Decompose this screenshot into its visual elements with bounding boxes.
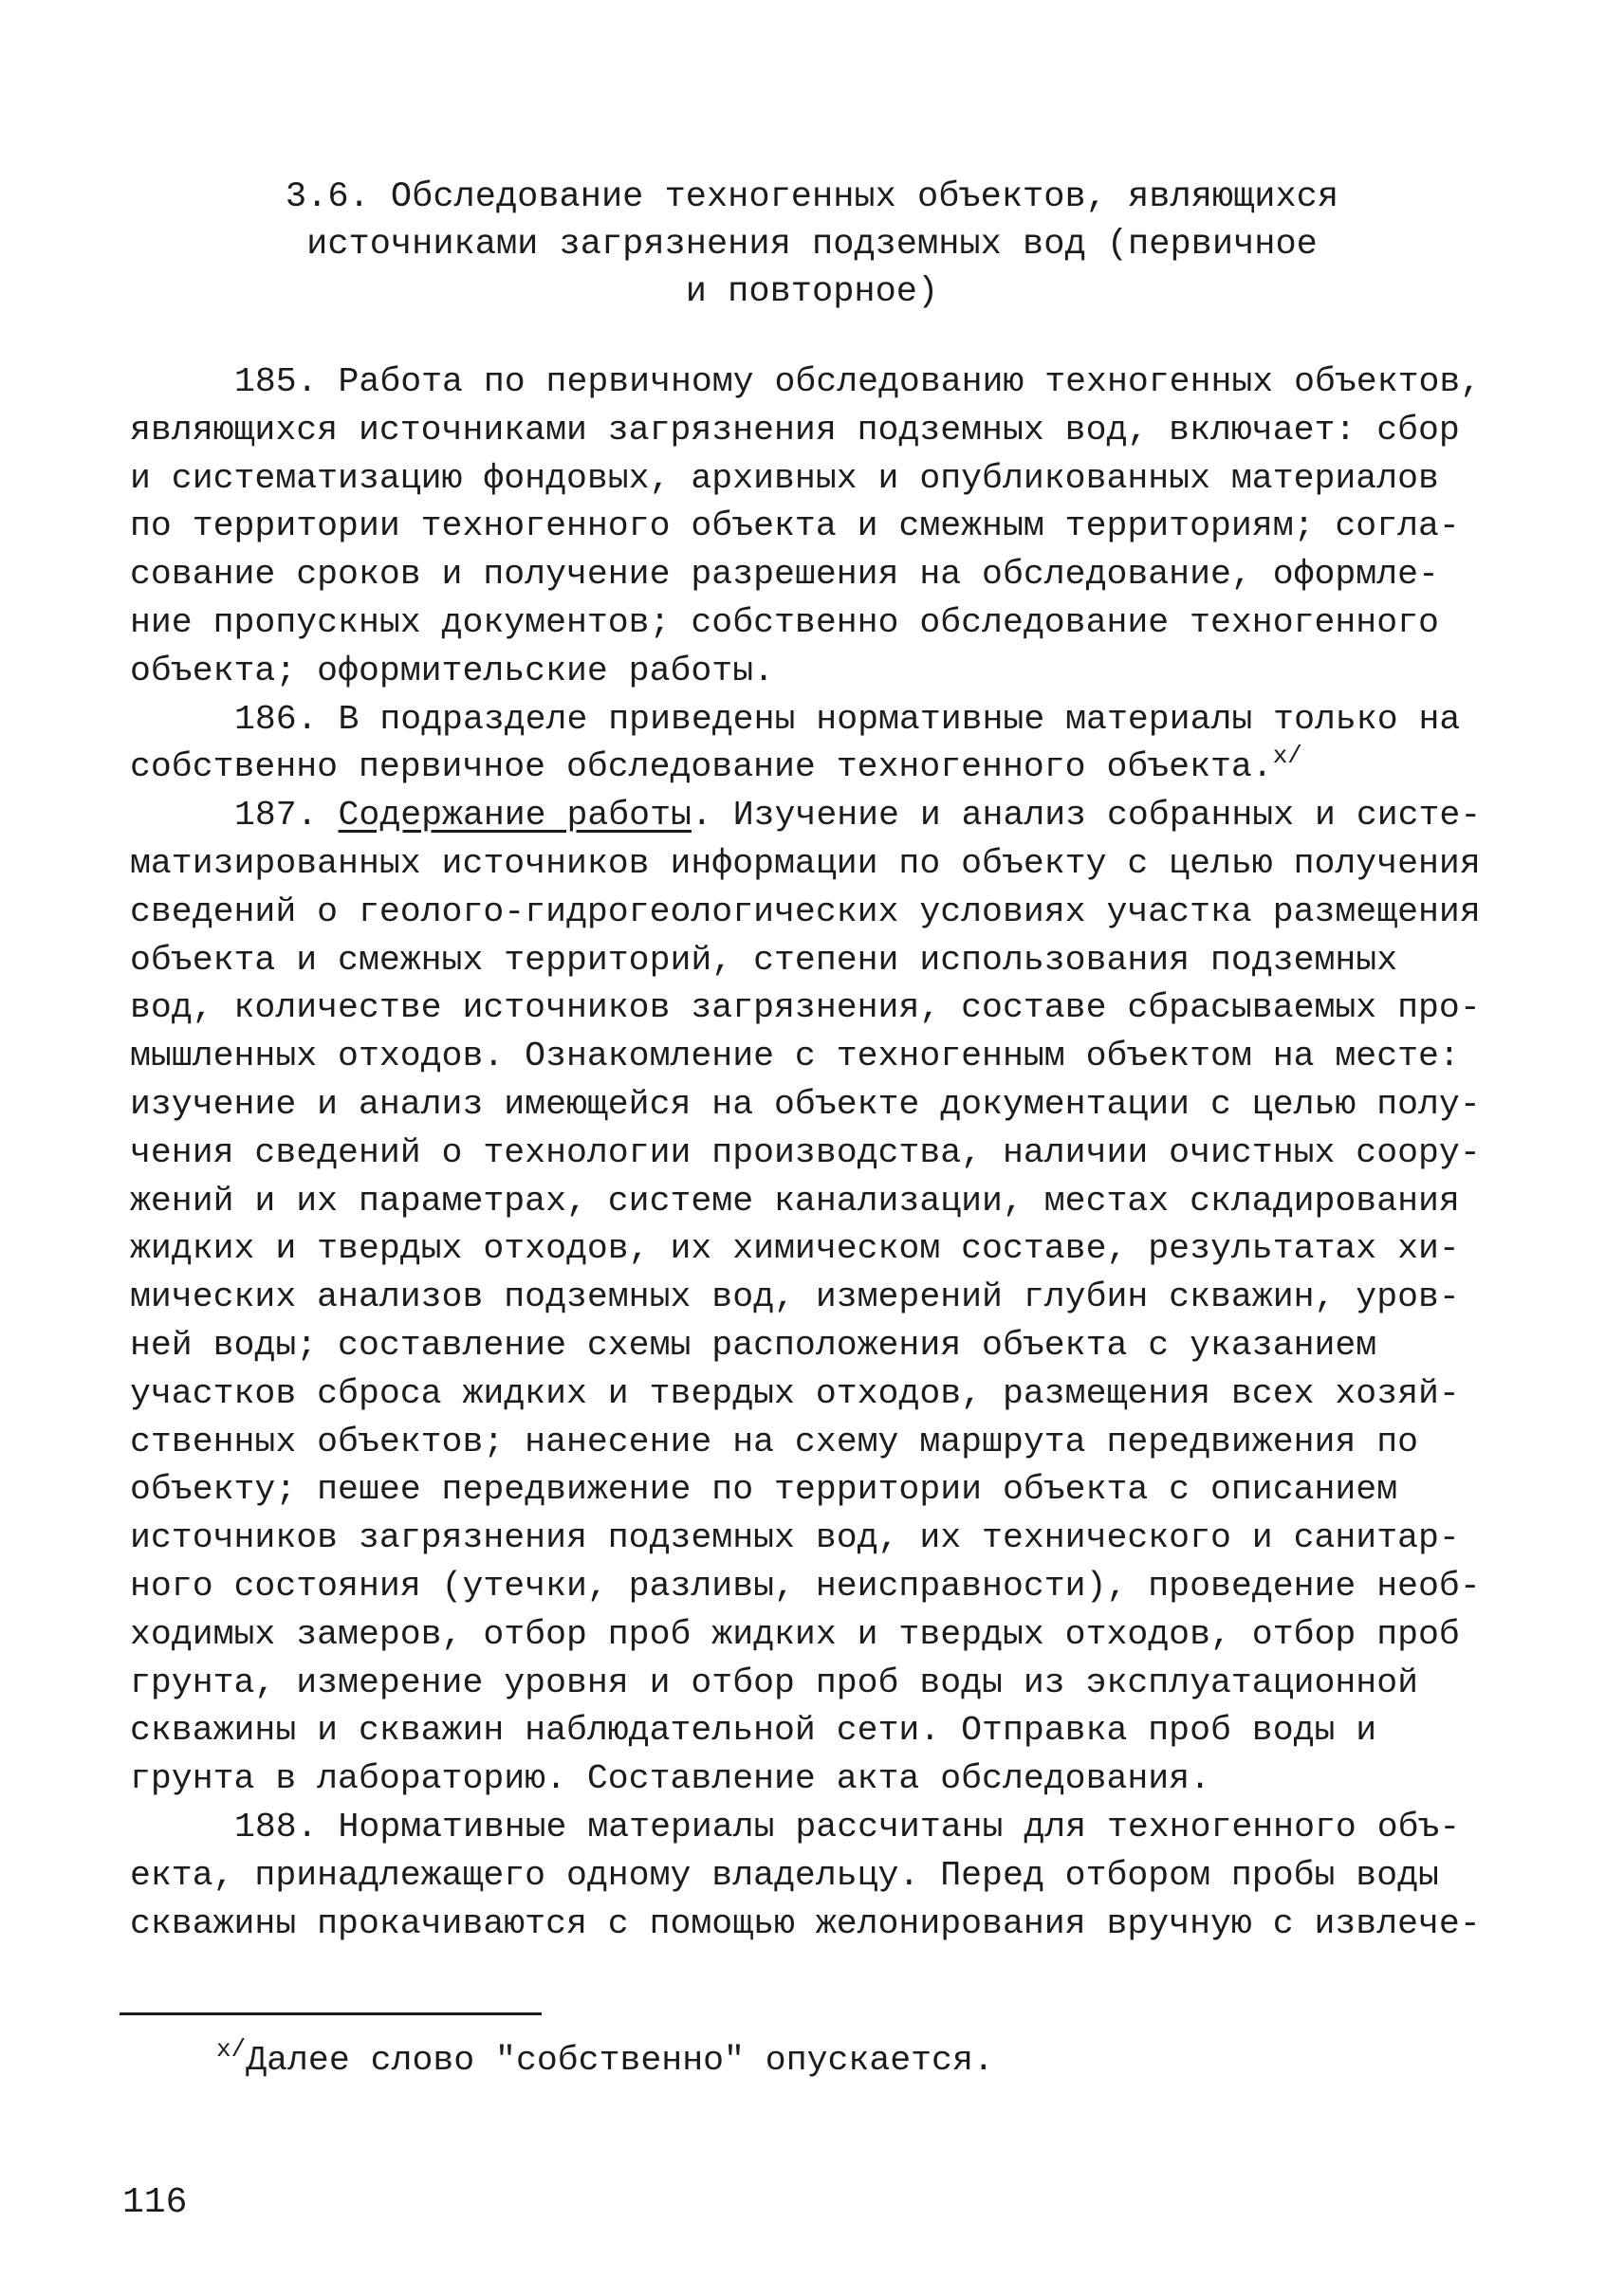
text-line: сведений о геолого-гидрогеологических условиях участка размещения bbox=[130, 891, 1481, 931]
text-line bbox=[130, 744, 1458, 792]
text-line: ние пропускных документов; собственно обследование техногенного bbox=[130, 602, 1439, 642]
text-line: ней воды; составление схемы расположения объекта с указанием bbox=[130, 1325, 1377, 1365]
text-line: вод, количестве источников загрязнения, составе сбрасываемых про- bbox=[130, 988, 1481, 1028]
text-line: грунта, измерение уровня и отбор проб воды из эксплуатационной bbox=[130, 1662, 1419, 1702]
text-span: . Изучение и анализ собранных и систе- bbox=[691, 796, 1482, 836]
paragraph-185 bbox=[130, 358, 1482, 696]
paragraph-186 bbox=[130, 696, 1461, 793]
text-line: по территории техногенного объекта и смежным территориям; согла- bbox=[130, 506, 1460, 546]
text-line: являющихся источниками загрязнения подземных вод, включает: сбор bbox=[130, 410, 1460, 450]
text-line: участков сброса жидких и твердых отходов, размещения всех хозяй- bbox=[130, 1373, 1460, 1413]
page-number: 116 bbox=[122, 2182, 188, 2223]
paragraph-187 bbox=[130, 792, 1482, 1804]
text-line bbox=[130, 792, 1482, 840]
footnote-divider bbox=[120, 2012, 542, 2015]
underlined-subheading: Содержание работы bbox=[338, 796, 692, 836]
text-line: объекта и смежных территорий, степени использования подземных bbox=[130, 940, 1398, 980]
footnote-text: Далее слово "собственно" опускается. bbox=[246, 2041, 994, 2080]
text-line: жений и их параметрах, системе канализации, местах складирования bbox=[130, 1181, 1460, 1221]
text-line: и систематизацию фондовых, архивных и опубликованных материалов bbox=[130, 458, 1439, 498]
text-line: екта, принадлежащего одному владельцу. Перед отбором пробы воды bbox=[130, 1855, 1439, 1895]
text-line: ходимых замеров, отбор проб жидких и твердых отходов, отбор проб bbox=[130, 1614, 1460, 1654]
text-line: объекту; пешее передвижение по территории объекта с описанием bbox=[130, 1470, 1398, 1510]
paragraph-number: 187. bbox=[234, 796, 339, 836]
section-heading bbox=[0, 174, 1624, 316]
text-line: источников загрязнения подземных вод, их технического и санитар- bbox=[130, 1518, 1460, 1558]
text-line: ственных объектов; нанесение на схему маршрута передвижения по bbox=[130, 1422, 1419, 1461]
text-line: мышленных отходов. Ознакомление с техногенным объектом на месте: bbox=[130, 1037, 1460, 1076]
heading-line: 3.6. Обследование техногенных объектов, являющихся bbox=[285, 177, 1339, 217]
text-line: объекта; оформительские работы. bbox=[130, 651, 775, 690]
footnote-mark: x/ bbox=[216, 2035, 247, 2064]
heading-line: и повторное) bbox=[685, 272, 939, 312]
text-span: собственно первичное обследование техногенного объекта. bbox=[130, 747, 1273, 787]
heading-line: источниками загрязнения подземных вод (первичное bbox=[306, 225, 1318, 265]
text-line: матизированных источников информации по объекту с целью получения bbox=[130, 843, 1481, 883]
text-line: 186. В подразделе приведены нормативные материалы только на bbox=[234, 699, 1461, 739]
text-line: мических анализов подземных вод, измерений глубин скважин, уров- bbox=[130, 1277, 1460, 1317]
text-line: грунта в лабораторию. Составление акта обследования. bbox=[130, 1759, 1210, 1799]
text-line: чения сведений о технологии производства, наличии очистных соору- bbox=[130, 1132, 1481, 1172]
footnote-reference: x/ bbox=[1272, 742, 1302, 771]
text-line: 185. Работа по первичному обследованию техногенных объектов, bbox=[234, 362, 1482, 401]
paragraph-188 bbox=[130, 1804, 1481, 1948]
text-line: изучение и анализ имеющейся на объекте документации с целью полу- bbox=[130, 1084, 1481, 1124]
text-line: сование сроков и получение разрешения на обследование, оформле- bbox=[130, 555, 1439, 595]
text-line: жидких и твердых отходов, их химическом составе, результатах хи- bbox=[130, 1229, 1460, 1269]
body-text bbox=[130, 358, 1482, 1948]
text-line: ного состояния (утечки, разливы, неисправности), проведение необ- bbox=[130, 1566, 1481, 1606]
text-line: скважины и скважин наблюдательной сети. Отправка проб воды и bbox=[130, 1711, 1377, 1751]
text-line: скважины прокачиваются с помощью желонирования вручную с извлече- bbox=[130, 1903, 1481, 1943]
text-line: 188. Нормативные материалы рассчитаны для техногенного объ- bbox=[234, 1807, 1461, 1846]
footnote bbox=[216, 2037, 994, 2085]
